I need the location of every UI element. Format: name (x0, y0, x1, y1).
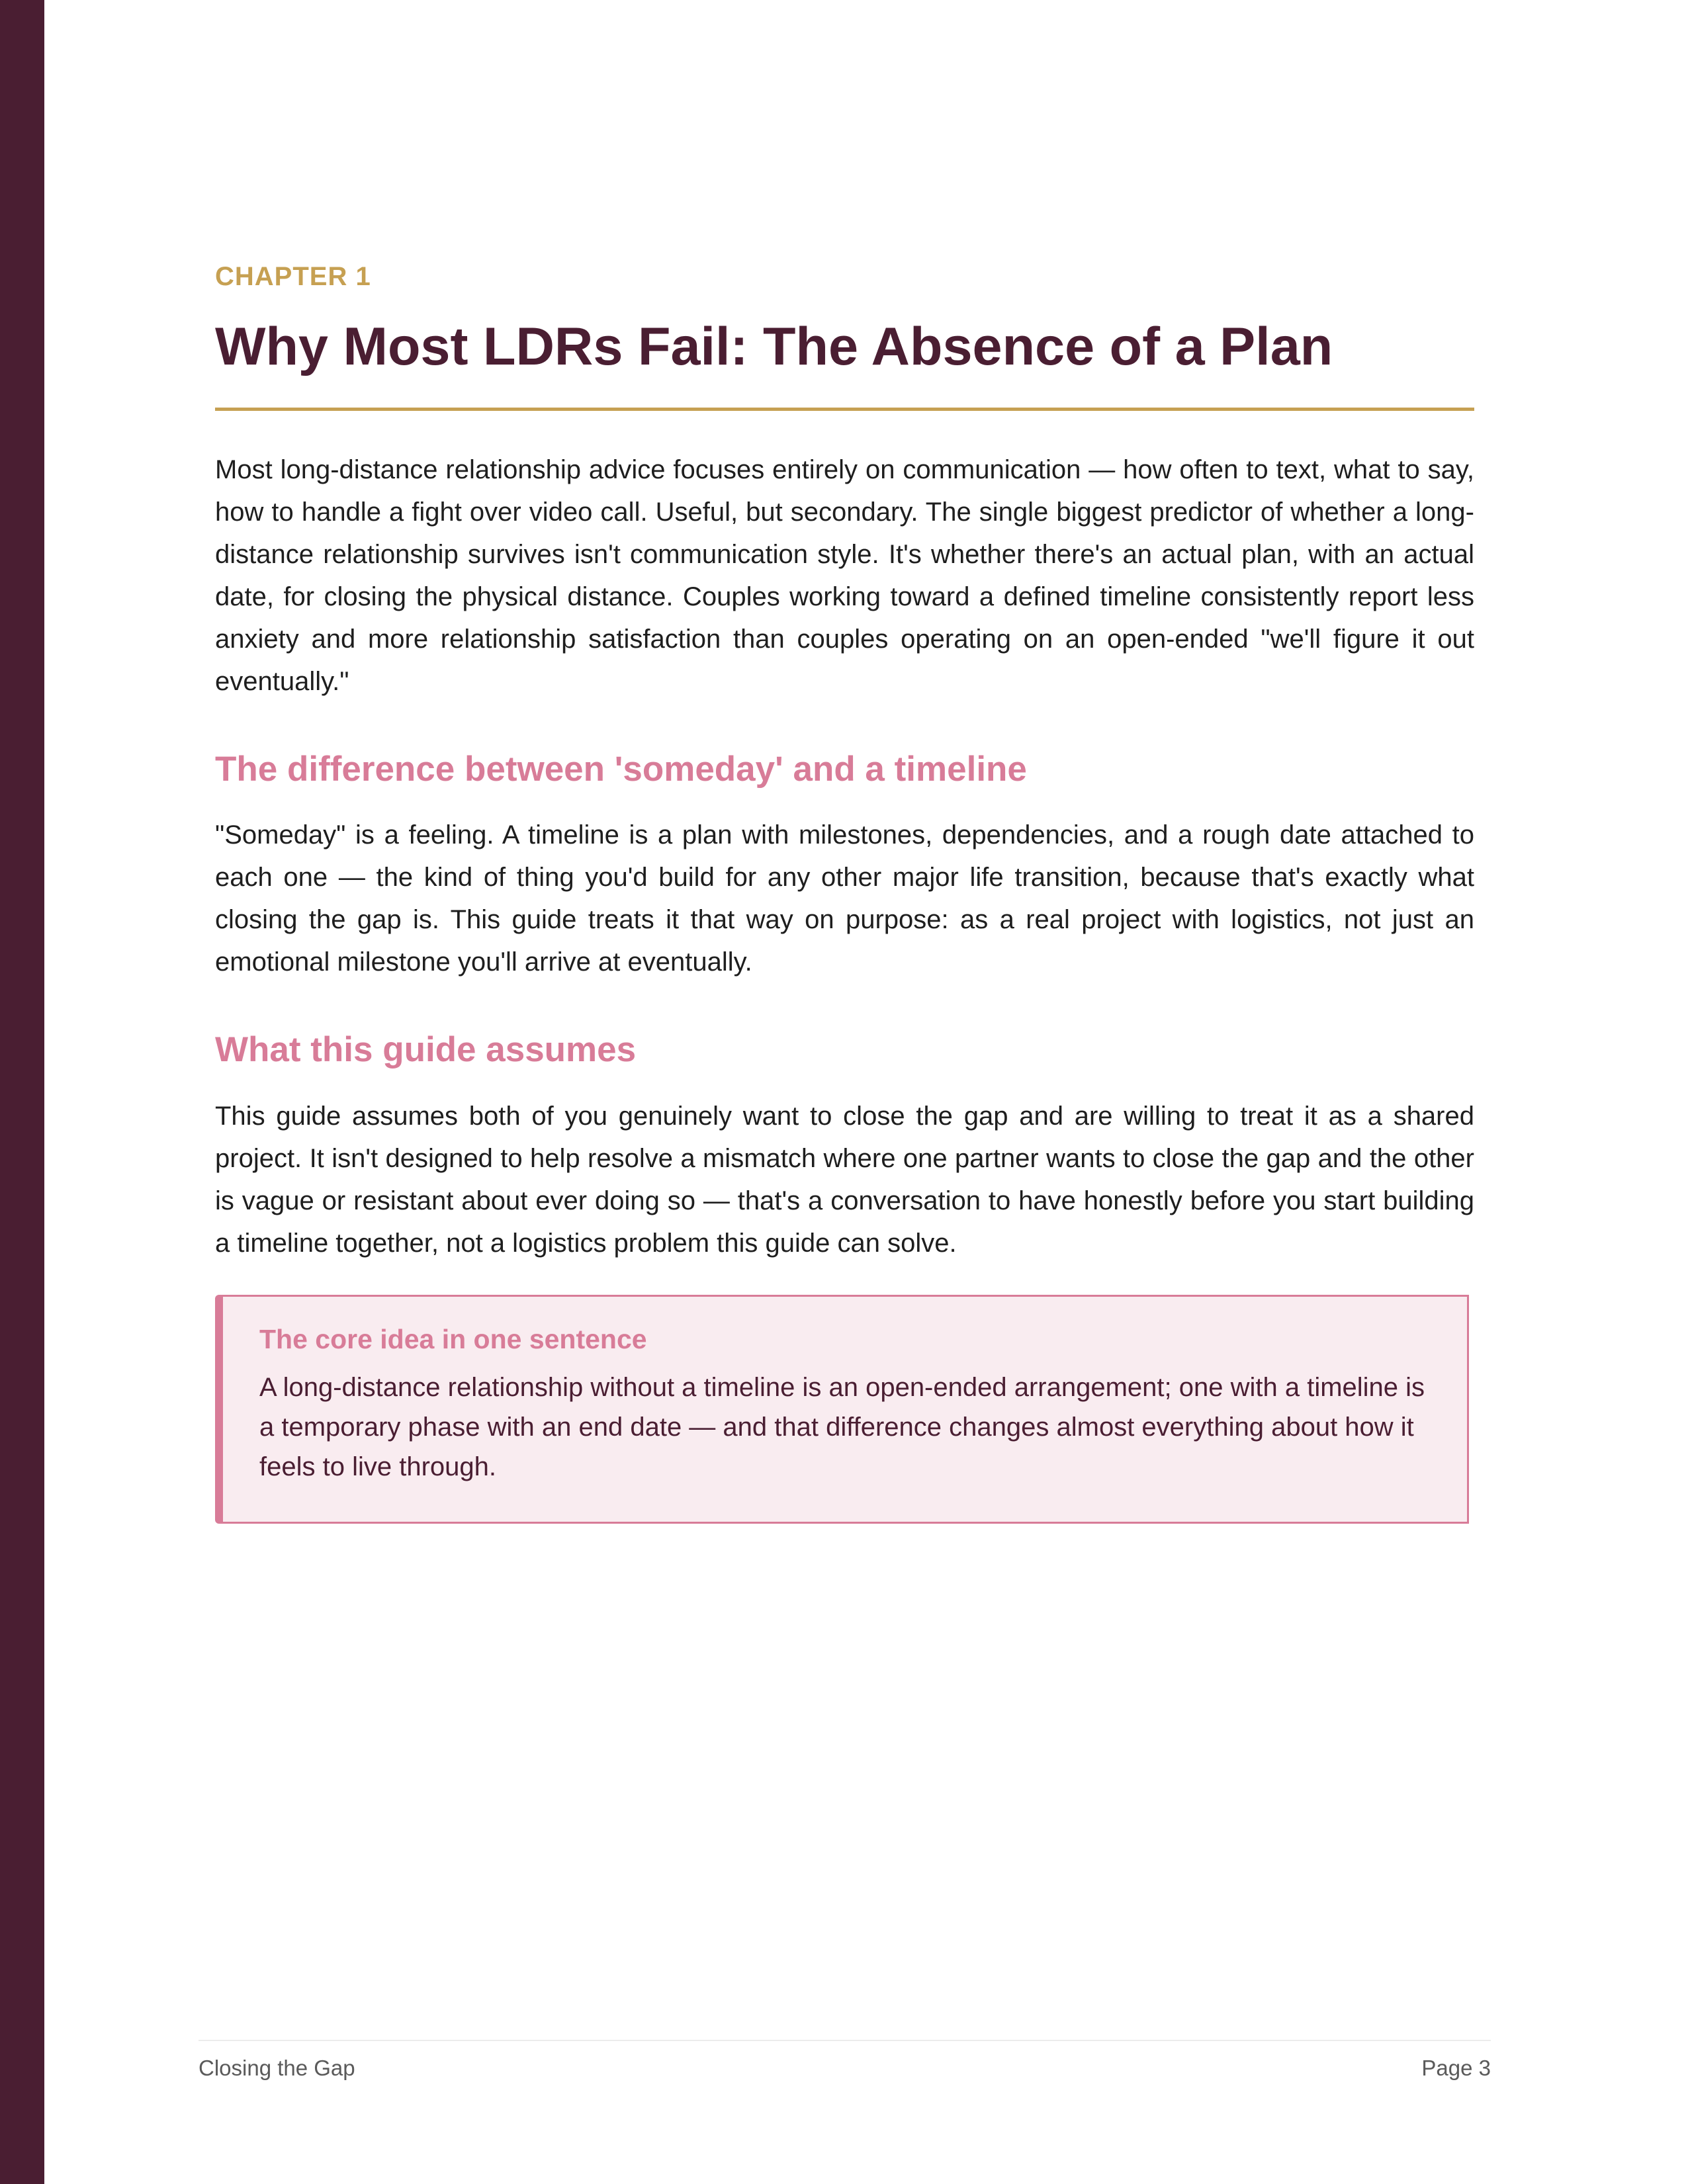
core-idea-callout (215, 1295, 1469, 1524)
callout-text: A long-distance relationship without a timeline is an open-ended arrangement; one with a timeline is a temporary phase with an end date — and that difference changes almost everything about how it feels to live through. (259, 1372, 1425, 1481)
section-paragraph-someday: "Someday" is a feeling. A timeline is a plan with milestones, dependencies, and a rough date attached to each one — the kind of thing you'd build for any other major life transition, because that's exactly what closing the gap is. This guide treats it that way on purpose: as a real project with logistics, not just an emotional milestone you'll arrive at eventually. (215, 820, 1474, 977)
page-footer (199, 2040, 1491, 2081)
footer-document-title: Closing the Gap (199, 2056, 355, 2080)
section-heading-someday: The difference between 'someday' and a timeline (215, 750, 1027, 789)
chapter-label: CHAPTER 1 (215, 262, 371, 291)
section-heading-assumptions: What this guide assumes (215, 1030, 637, 1070)
footer-page-number: Page 3 (1421, 2056, 1491, 2080)
section-paragraph-assumptions: This guide assumes both of you genuinely want to close the gap and are willing to treat it as a shared project. It isn't designed to help resolve a mismatch where one partner wants to close the gap and the other is vague or resistant about ever doing so — that's a conversation to have honestly before you start building a timeline together, not a logistics problem this guide can solve. (215, 1101, 1474, 1258)
title-divider (215, 408, 1474, 411)
intro-paragraph: Most long-distance relationship advice focuses entirely on communication — how often to text, what to say, how to handle a fight over video call. Useful, but secondary. The single biggest predictor of whether a long-distance relationship survives isn't communication style. It's whether there's an actual plan, with an actual date, for closing the physical distance. Couples working toward a defined timeline consistently report less anxiety and more relationship satisfaction than couples operating on an open-ended "we'll figure it out eventually." (215, 455, 1474, 697)
chapter-title: Why Most LDRs Fail: The Absence of a Plan (215, 317, 1333, 376)
page-content (215, 263, 1474, 1524)
callout-title: The core idea in one sentence (259, 1323, 647, 1354)
left-accent-bar (0, 0, 44, 2184)
